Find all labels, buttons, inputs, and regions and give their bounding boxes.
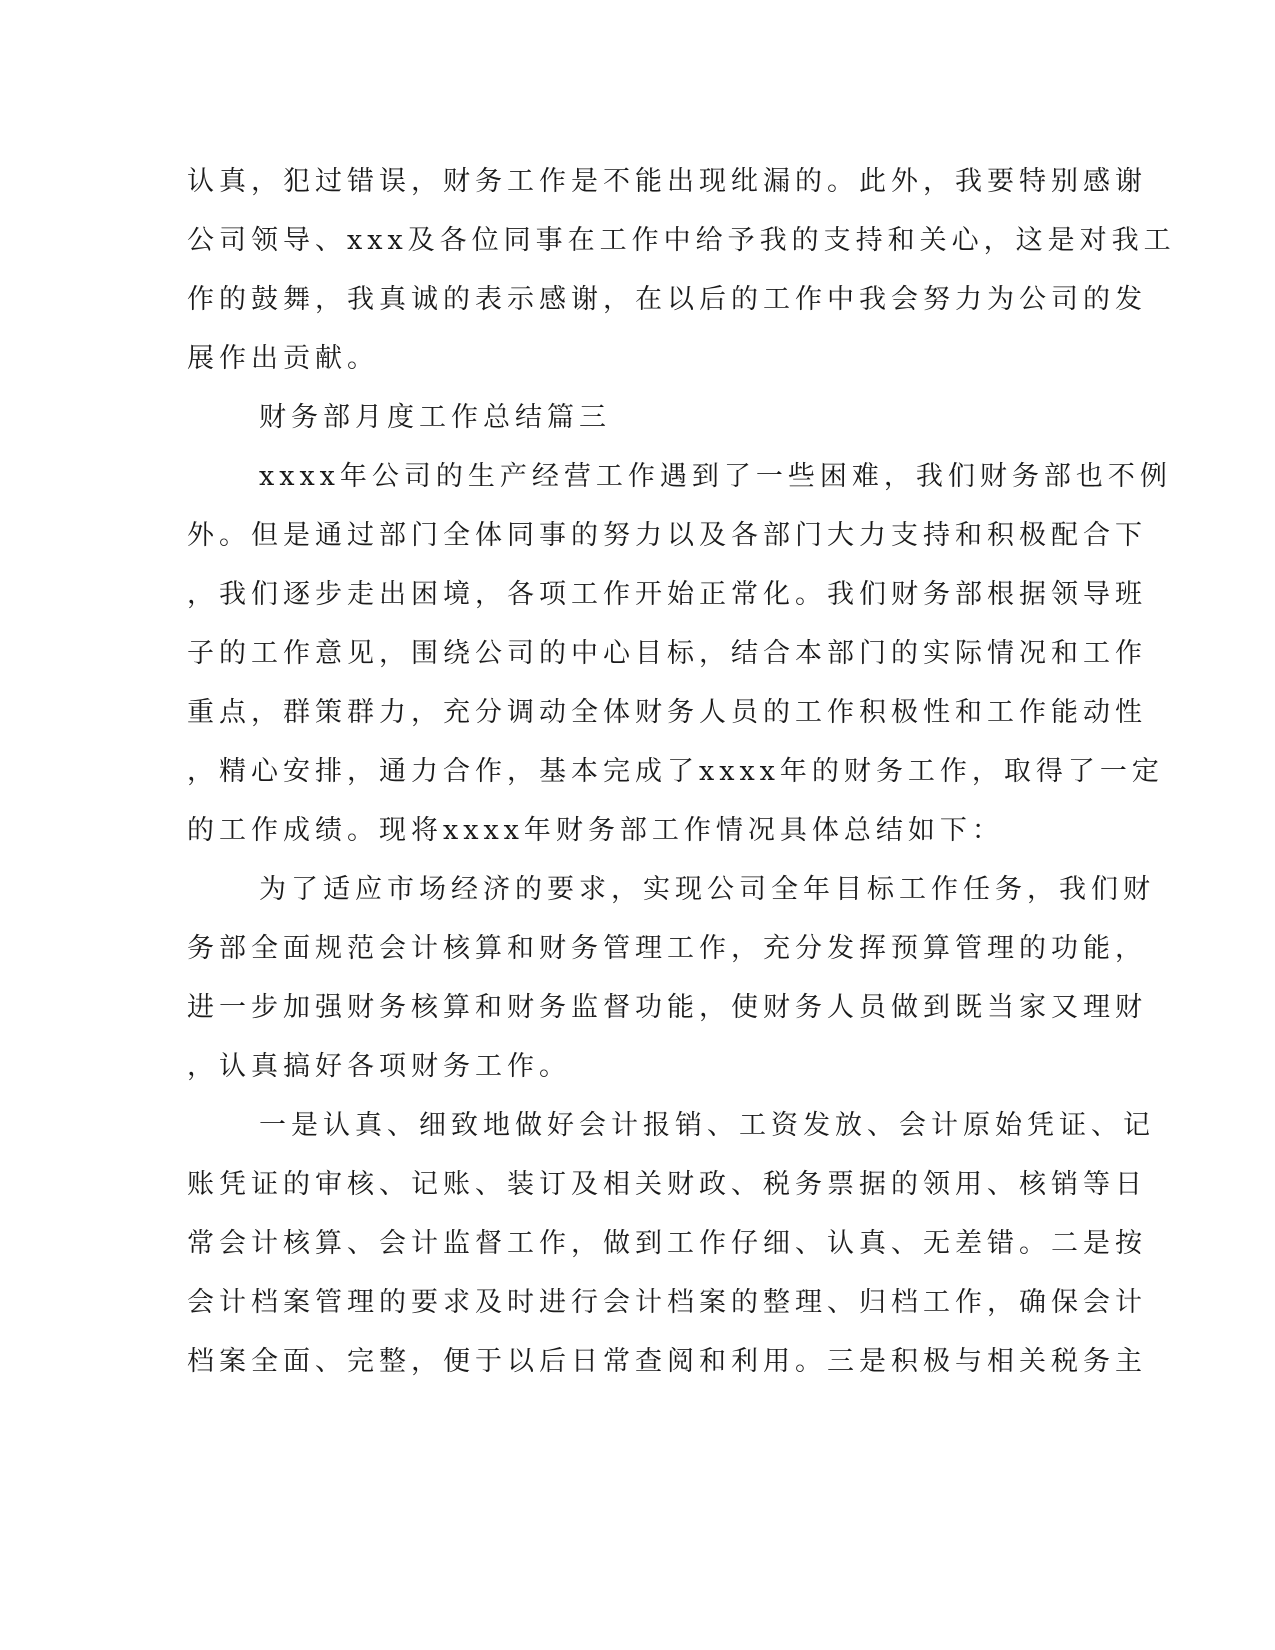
paragraph-line: 子的工作意见，围绕公司的中心目标，结合本部门的实际情况和工作 bbox=[187, 638, 1147, 669]
paragraph-line: 档案全面、完整，便于以后日常查阅和利用。三是积极与相关税务主 bbox=[187, 1346, 1147, 1377]
paragraph-line: 一是认真、细致地做好会计报销、工资发放、会计原始凭证、记 bbox=[259, 1110, 1155, 1141]
paragraph-line: 会计档案管理的要求及时进行会计档案的整理、归档工作，确保会计 bbox=[187, 1287, 1147, 1318]
paragraph-line: 公司领导、xxx及各位同事在工作中给予我的支持和关心，这是对我工 bbox=[187, 225, 1176, 256]
paragraph-line: 的工作成绩。现将xxxx年财务部工作情况具体总结如下： bbox=[187, 815, 1004, 846]
paragraph-line: ，认真搞好各项财务工作。 bbox=[187, 1051, 571, 1082]
paragraph-line: 常会计核算、会计监督工作，做到工作仔细、认真、无差错。二是按 bbox=[187, 1228, 1147, 1259]
paragraph-line: 重点，群策群力，充分调动全体财务人员的工作积极性和工作能动性 bbox=[187, 697, 1147, 728]
paragraph-line: 展作出贡献。 bbox=[187, 343, 379, 374]
paragraph-line: 为了适应市场经济的要求，实现公司全年目标工作任务，我们财 bbox=[259, 874, 1155, 905]
paragraph-line: 务部全面规范会计核算和财务管理工作，充分发挥预算管理的功能， bbox=[187, 933, 1147, 964]
paragraph-line: 进一步加强财务核算和财务监督功能，使财务人员做到既当家又理财 bbox=[187, 992, 1147, 1023]
paragraph-line: 作的鼓舞，我真诚的表示感谢，在以后的工作中我会努力为公司的发 bbox=[187, 284, 1147, 315]
paragraph-line: 账凭证的审核、记账、装订及相关财政、税务票据的领用、核销等日 bbox=[187, 1169, 1147, 1200]
paragraph-line: ，我们逐步走出困境，各项工作开始正常化。我们财务部根据领导班 bbox=[187, 579, 1147, 610]
paragraph-line: 外。但是通过部门全体同事的努力以及各部门大力支持和积极配合下 bbox=[187, 520, 1147, 551]
paragraph-line: xxxx年公司的生产经营工作遇到了一些困难，我们财务部也不例 bbox=[259, 461, 1172, 492]
section-heading: 财务部月度工作总结篇三 bbox=[259, 402, 611, 433]
paragraph-line: ，精心安排，通力合作，基本完成了xxxx年的财务工作，取得了一定 bbox=[187, 756, 1164, 787]
paragraph-line: 认真，犯过错误，财务工作是不能出现纰漏的。此外，我要特别感谢 bbox=[187, 166, 1147, 197]
